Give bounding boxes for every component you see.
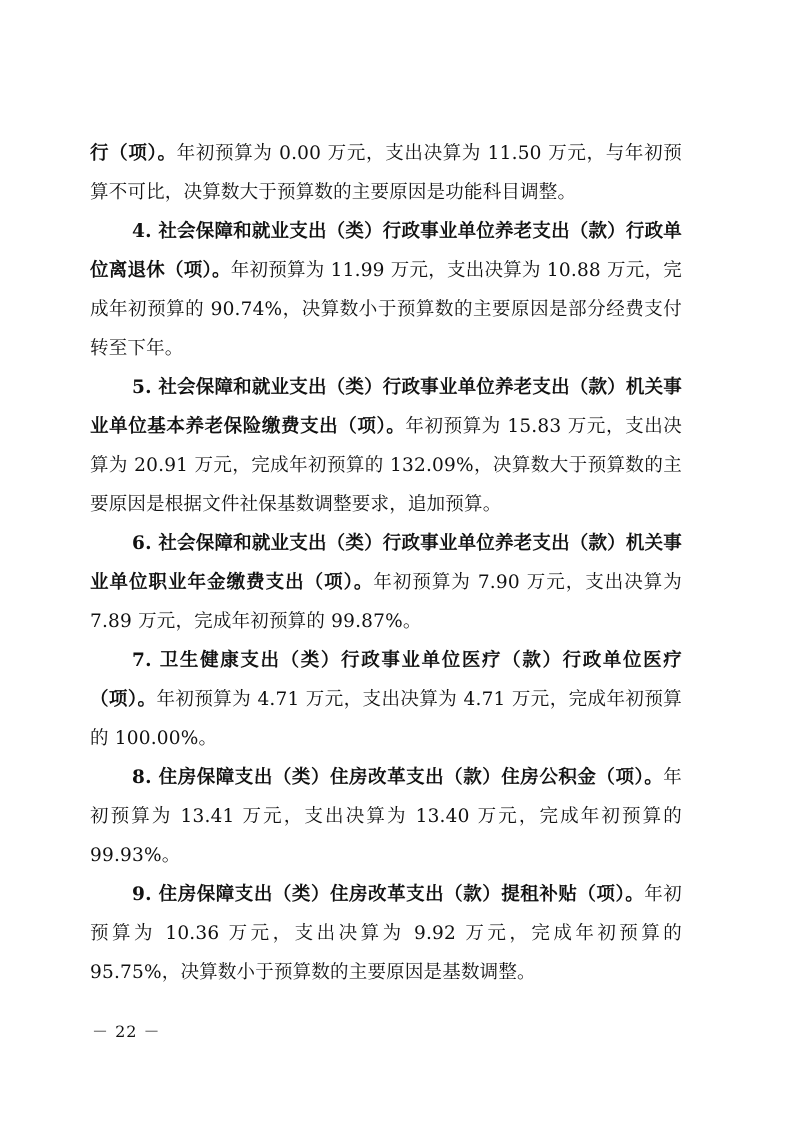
paragraph-heading: 7. 卫生健康支出（类）行政事业单位医疗（款）行政单位医疗（项）。 <box>90 650 682 710</box>
page-number: － 22 － <box>92 1022 161 1041</box>
paragraph-item-4 <box>90 212 682 368</box>
paragraph-heading: 4. 社会保障和就业支出（类）行政事业单位养老支出（款）行政单位离退休（项）。 <box>90 221 682 281</box>
paragraph-text: 年初预算为 10.36 万元，支出决算为 9.92 万元，完成年初预算的 95.75%，决算数小于预算数的主要原因是基数调整。 <box>90 884 682 983</box>
paragraph-heading: 9. 住房保障支出（类）住房改革支出（款）提租补贴（项）。 <box>132 884 645 905</box>
paragraph-text: 年初预算为 7.90 万元，支出决算为 7.89 万元，完成年初预算的 99.87%。 <box>90 572 682 632</box>
paragraph-item-7 <box>90 641 682 758</box>
paragraph-heading: 8. 住房保障支出（类）住房改革支出（款）住房公积金（项）。 <box>132 767 664 788</box>
paragraph-text: 年初预算为 15.83 万元，支出决算为 20.91 万元，完成年初预算的 132.09%，决算数大于预算数的主要原因是根据文件社保基数调整要求，追加预算。 <box>90 416 682 515</box>
paragraph-heading: 行（项）。 <box>90 143 177 164</box>
paragraph-item-8 <box>90 758 682 875</box>
paragraph-item-9 <box>90 875 682 992</box>
paragraph-item-continued <box>90 134 682 212</box>
paragraph-heading: 5. 社会保障和就业支出（类）行政事业单位养老支出（款）机关事业单位基本养老保险缴费支出（项）。 <box>90 377 682 437</box>
paragraph-text: 年初预算为 13.41 万元，支出决算为 13.40 万元，完成年初预算的 99.93%。 <box>90 767 682 866</box>
paragraph-heading: 6. 社会保障和就业支出（类）行政事业单位养老支出（款）机关事业单位职业年金缴费支出（项）。 <box>90 533 682 593</box>
paragraph-text: 年初预算为 11.99 万元，支出决算为 10.88 万元，完成年初预算的 90.74%，决算数小于预算数的主要原因是部分经费支付转至下年。 <box>90 260 682 359</box>
paragraph-text: 年初预算为 4.71 万元，支出决算为 4.71 万元，完成年初预算的 100.00%。 <box>90 689 682 749</box>
paragraph-item-6 <box>90 524 682 641</box>
document-body <box>90 134 682 992</box>
paragraph-item-5 <box>90 368 682 524</box>
paragraph-text: 年初预算为 0.00 万元，支出决算为 11.50 万元，与年初预算不可比，决算数大于预算数的主要原因是功能科目调整。 <box>90 143 682 203</box>
